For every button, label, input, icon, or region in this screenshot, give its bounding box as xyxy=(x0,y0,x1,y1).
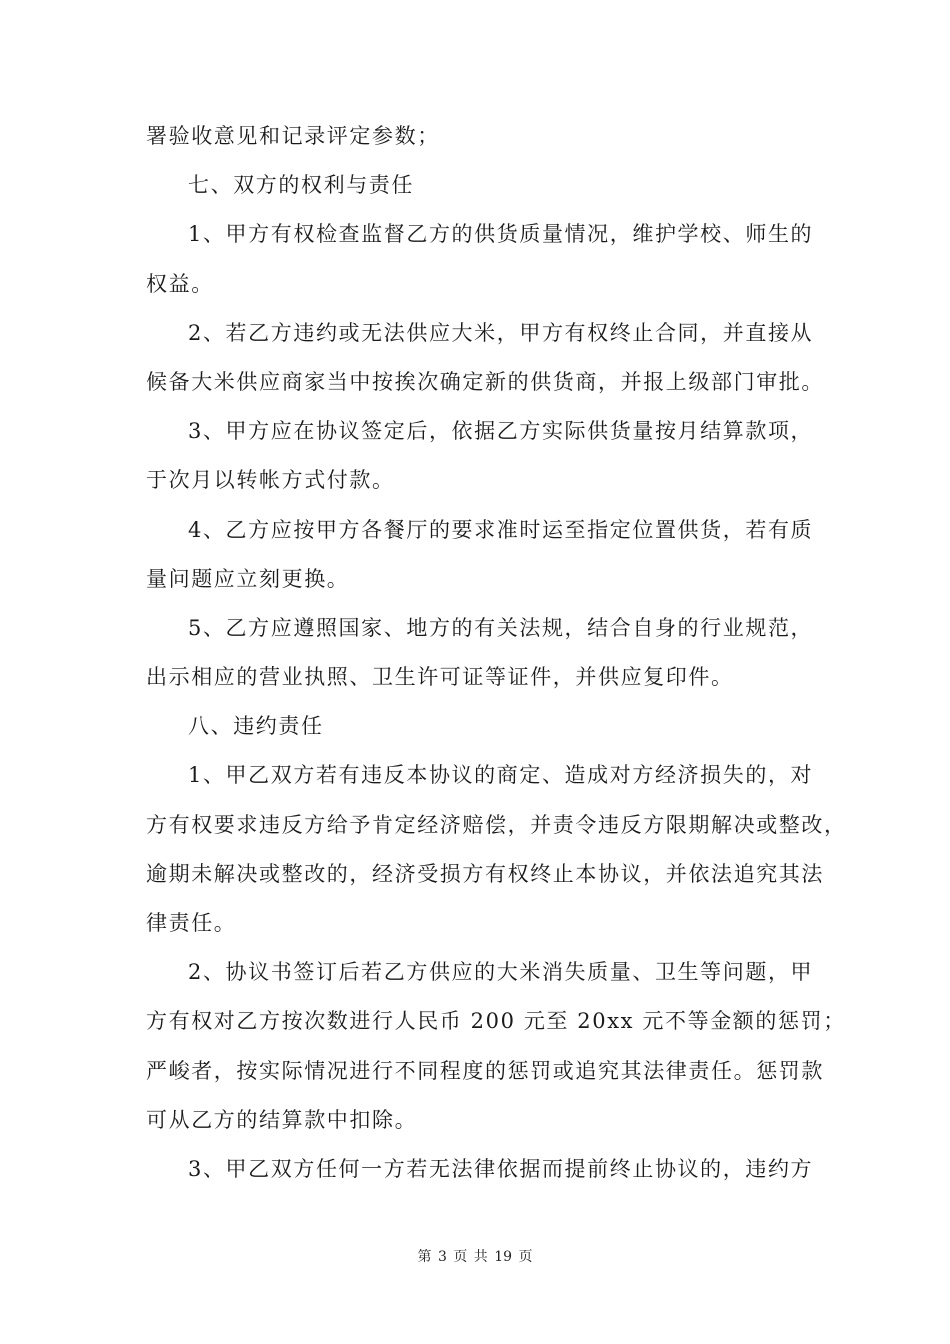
text-line: 3、甲方应在协议签定后，依据乙方实际供货量按月结算款项， xyxy=(188,419,814,444)
section-heading: 八、违约责任 xyxy=(188,714,324,739)
total-page-count: 19 xyxy=(494,1249,513,1265)
text-line: 律责任。 xyxy=(146,911,237,935)
footer-prefix: 第 xyxy=(417,1249,432,1265)
text-line: 方有权对乙方按次数进行人民币 200 元至 20xx 元不等金额的惩罚； xyxy=(146,1009,846,1034)
text-line: 候备大米供应商家当中按挨次确定新的供货商，并报上级部门审批。 xyxy=(146,369,824,394)
text-line: 3、甲乙双方任何一方若无法律依据而提前终止协议的，违约方 xyxy=(188,1156,814,1181)
current-page-number: 3 xyxy=(437,1249,447,1265)
text-line: 出示相应的营业执照、卫生许可证等证件，并供应复印件。 xyxy=(146,665,734,690)
text-line: 4、乙方应按甲方各餐厅的要求准时运至指定位置供货，若有质 xyxy=(188,517,814,542)
footer-suffix: 页 xyxy=(518,1249,533,1265)
text-line: 量问题应立刻更换。 xyxy=(146,566,350,591)
text-line: 5、乙方应遵照国家、地方的有关法规，结合自身的行业规范， xyxy=(188,615,814,640)
text-line: 1、甲乙双方若有违反本协议的商定、造成对方经济损失的，对 xyxy=(188,763,814,788)
document-body xyxy=(146,112,847,1194)
text-line: 可从乙方的结算款中扣除。 xyxy=(146,1107,418,1132)
text-line: 于次月以转帐方式付款。 xyxy=(146,468,395,493)
text-line: 权益。 xyxy=(146,271,214,296)
section-heading: 七、双方的权利与责任 xyxy=(188,173,414,198)
page-footer xyxy=(0,1248,950,1266)
text-line: 署验收意见和记录评定参数； xyxy=(146,124,440,148)
text-line: 严峻者，按实际情况进行不同程度的惩罚或追究其法律责任。惩罚款 xyxy=(146,1058,824,1083)
text-line: 逾期未解决或整改的，经济受损方有权终止本协议，并依法追究其法 xyxy=(146,861,824,886)
text-line: 2、协议书签订后若乙方供应的大米消失质量、卫生等问题，甲 xyxy=(188,960,814,985)
text-line: 方有权要求违反方给予肯定经济赔偿，并责令违反方限期解决或整改， xyxy=(146,812,847,837)
footer-total-word: 共 xyxy=(473,1249,488,1265)
footer-page-word: 页 xyxy=(453,1249,468,1265)
text-line: 1、甲方有权检查监督乙方的供货质量情况，维护学校、师生的 xyxy=(188,222,814,247)
text-line: 2、若乙方违约或无法供应大米，甲方有权终止合同，并直接从 xyxy=(188,320,814,345)
